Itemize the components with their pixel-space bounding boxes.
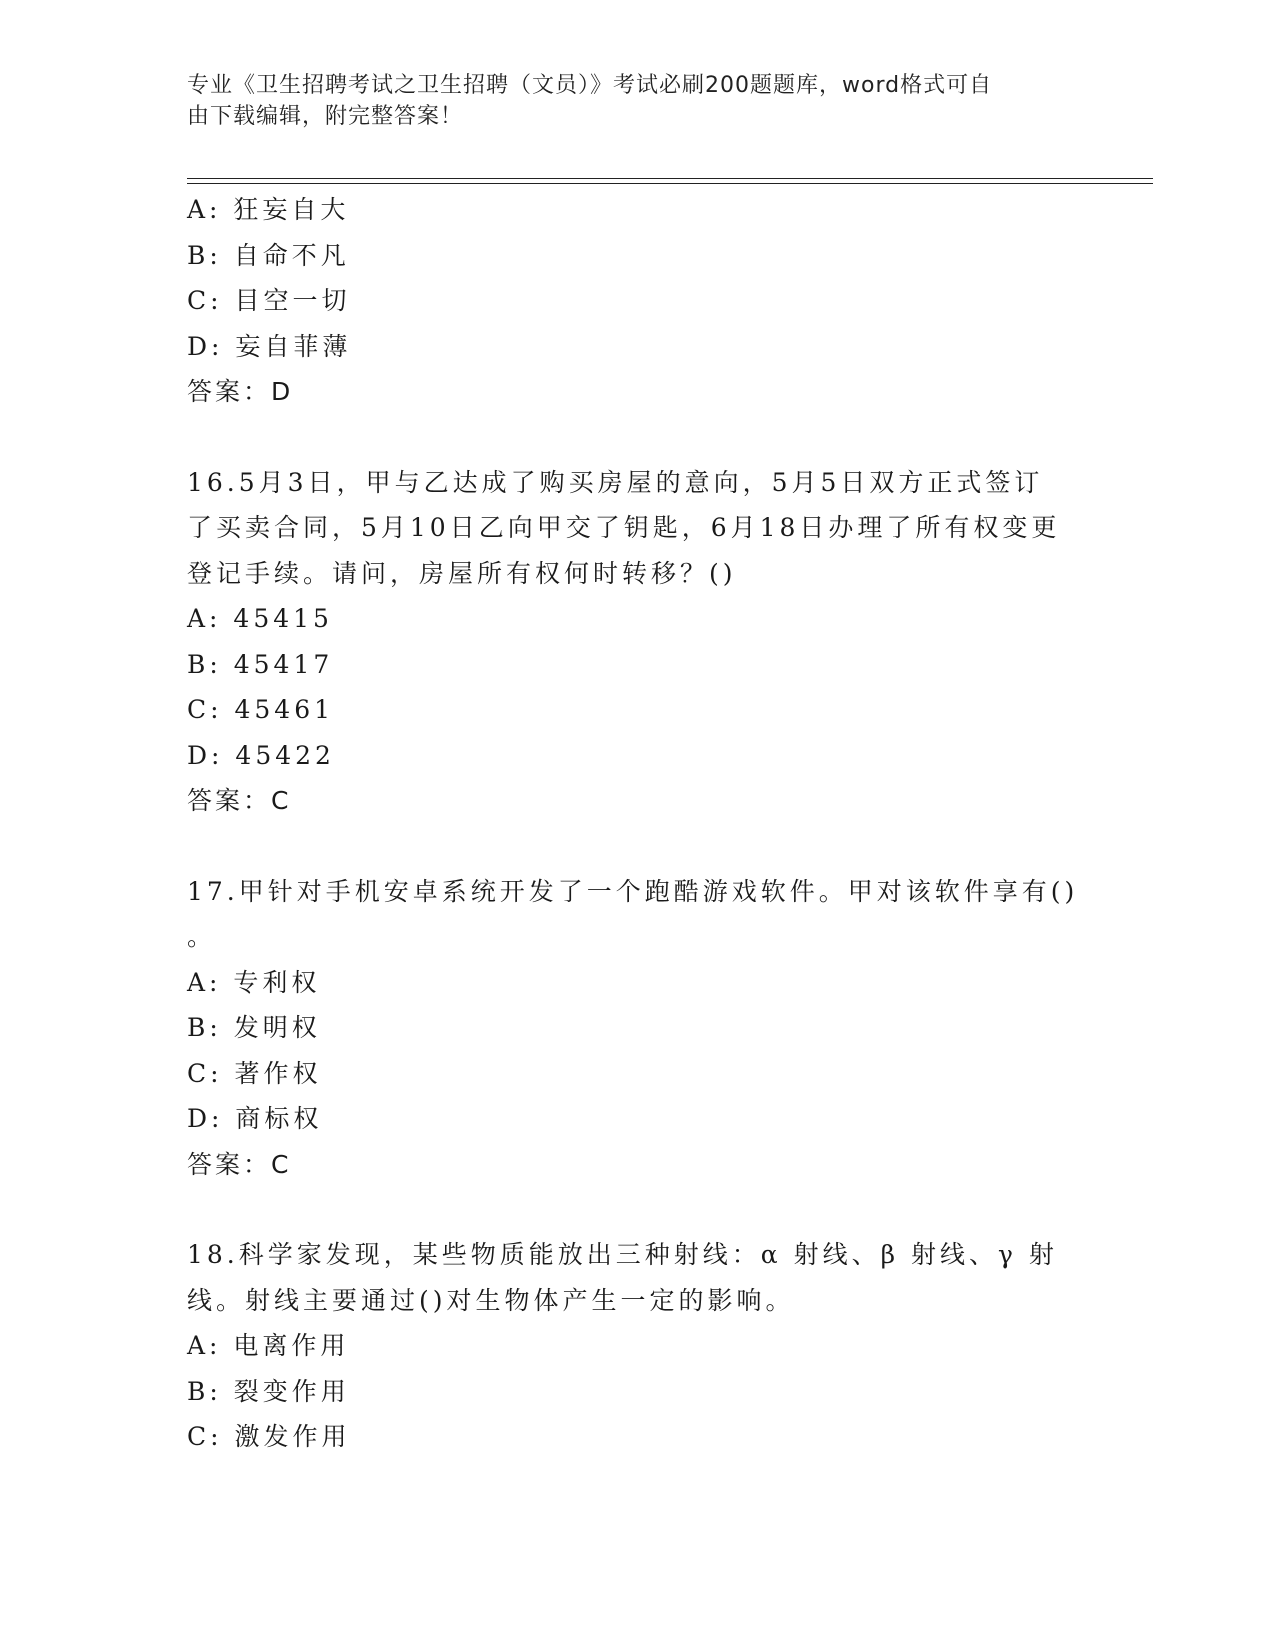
option-a: A: 狂妄自大 [187,195,350,224]
option-c: C: 45461 [187,695,335,724]
answer: 答案：C [187,786,292,815]
option-c: C: 著作权 [187,1058,322,1088]
option-b: B: 裂变作用 [187,1376,350,1406]
option-d: D: 45422 [187,740,335,770]
question-stem: 17.甲针对手机安卓系统开发了一个跑酷游戏软件。甲对该软件享有() [187,876,1079,906]
question-15 [187,187,1087,415]
option-b: B: 45417 [187,649,334,679]
option-b: B: 自命不凡 [187,240,350,270]
question-16 [187,460,1087,824]
document-header [187,70,1067,132]
option-b: B: 发明权 [187,1013,321,1042]
question-17 [187,869,1087,1188]
option-a: A: 45415 [187,604,333,633]
question-18 [187,1232,1087,1460]
option-c: C: 激发作用 [187,1422,351,1451]
question-stem: 线。射线主要通过()对生物体产生一定的影响。 [187,1285,795,1315]
option-c: C: 目空一切 [187,286,351,315]
option-d: D: 妄自菲薄 [187,331,352,361]
question-stem: 。 [187,922,217,951]
question-stem: 了买卖合同，5月10日乙向甲交了钥匙，6月18日办理了所有权变更 [187,513,1061,542]
answer: 答案：D [187,377,294,406]
question-list [187,187,1087,1460]
question-stem: 登记手续。请问，房屋所有权何时转移？() [187,558,737,588]
header-line-1: 专业《卫生招聘考试之卫生招聘（文员）》考试必刷200题题库，word格式可自 [187,73,993,98]
option-d: D: 商标权 [187,1104,323,1133]
option-a: A: 电离作用 [187,1331,350,1360]
header-rule-bottom [187,183,1153,184]
question-stem: 16.5月3日，甲与乙达成了购买房屋的意向，5月5日双方正式签订 [187,467,1044,497]
question-stem: 18.科学家发现，某些物质能放出三种射线：α 射线、β 射线、γ 射 [187,1240,1058,1269]
option-a: A: 专利权 [187,967,321,997]
header-rule-top [187,178,1153,179]
header-line-2: 由下载编辑，附完整答案！ [187,104,464,129]
answer: 答案：C [187,1149,292,1179]
